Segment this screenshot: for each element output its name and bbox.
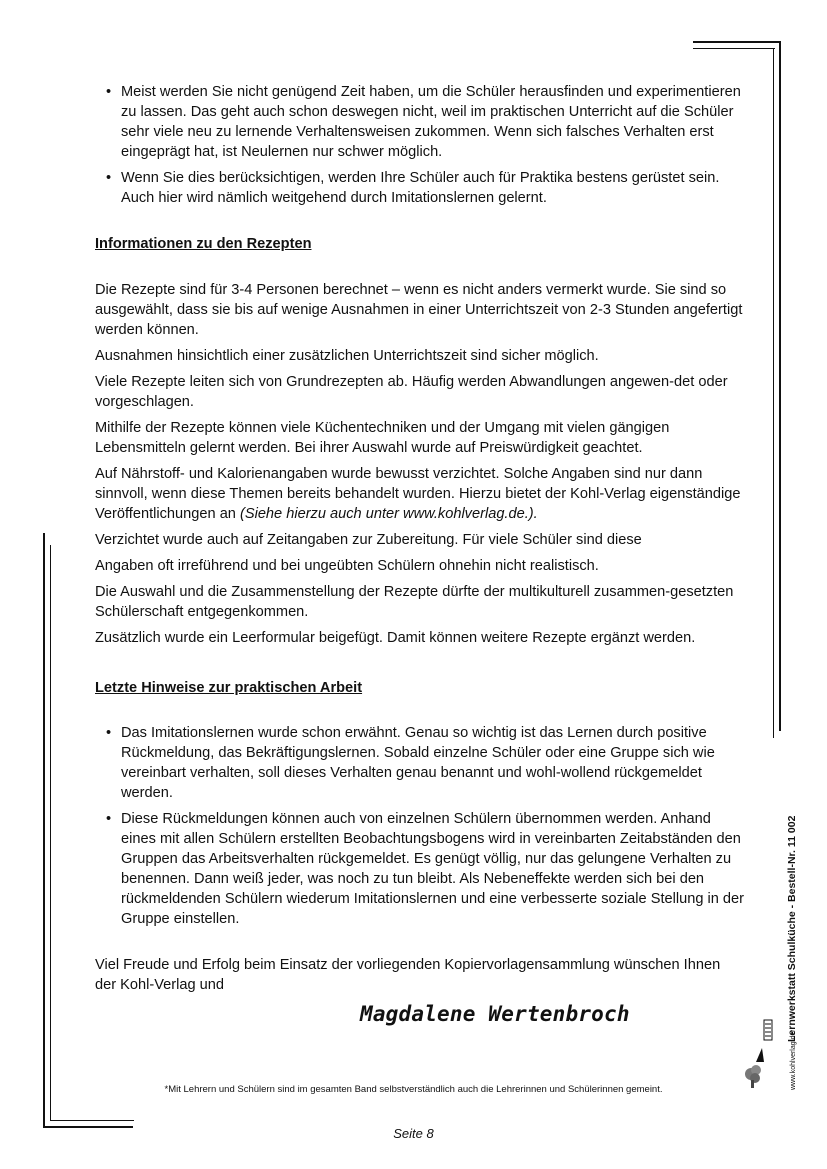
bullet-text: Das Imitationslernen wurde schon erwähnt. Genau so wichtig ist das Lernen durch positive Rückmeldung, das Bekräftigungslernen. Sobald einzelne Schüler oder eine Gruppe sich wie vereinbart verhalten, soll dieses Verhalten genau benannt und wohl-wollend rückgemeldet werden. (121, 725, 715, 801)
list-item (95, 723, 745, 803)
list-item (95, 809, 745, 929)
paragraph: Mithilfe der Rezepte können viele Küchentechniken und der Umgang mit vielen gängigen Lebensmitteln gelernt werden. Bei ihrer Auswahl wurde auf Preiswürdigkeit geachtet. (95, 420, 670, 456)
frame-left-line (43, 533, 45, 1128)
bullet-text: Diese Rückmeldungen können auch von einzelnen Schülern übernommen werden. Anhand eines mit allen Schülern erstellten Beobachtungsbogens wird in vereinbarten Zeitabständen den Gruppen das Arbeitsverhalten rückgemeldet. Es genügt völlig, nur das gelungene Verhalten zu benennen. Dann weiß jeder, was noch zu tun bleibt. Als Nebeneffekte werden sich bei den rückmeldenden Schülern wiederum Imitationslernen und eine verbesserte soziale Stellung in der Gruppe einstellen. (121, 811, 745, 927)
paragraph: Angaben oft irreführend und bei ungeübten Schülern ohnehin nicht realistisch. (95, 558, 599, 574)
frame-top-line (693, 41, 781, 43)
list-item (95, 82, 745, 162)
section-heading-rezepte: Informationen zu den Rezepten (95, 236, 312, 252)
bullet-text: Meist werden Sie nicht genügend Zeit haben, um die Schüler herausfinden und experimentieren zu lassen. Das geht auch schon deswegen nicht, weil im praktischen Unterricht auf die Schüler sehr viele neu zu lernende Verhaltensweisen zukommen. Wenn sich falsches Verhalten erst eingeprägt hat, ist Neulernen nur schwer möglich. (121, 84, 741, 160)
website-reference: (Siehe hierzu auch unter www.kohlverlag.de.). (239, 506, 538, 522)
footnote: *Mit Lehrern und Schülern sind im gesamten Band selbstverständlich auch die Lehrerinnen und Schülerinnen gemeint. (164, 1084, 663, 1095)
bullet-icon: • (106, 84, 112, 100)
page-number: Seite 8 (393, 1126, 434, 1141)
bullet-icon: • (106, 811, 112, 827)
side-order-number: Lernwerkstatt Schulküche - Bestell-Nr. 11 002 (786, 815, 798, 1042)
frame-right-line-inner (773, 48, 774, 738)
kohl-tree-logo-icon (742, 1018, 774, 1090)
list-item (95, 168, 745, 208)
section-heading-hinweise: Letzte Hinweise zur praktischen Arbeit (95, 680, 363, 696)
intro-bullet-list (95, 82, 745, 208)
bullet-text: Wenn Sie dies berücksichtigen, werden Ihre Schüler auch für Praktika bestens gerüstet sein. Auch hier wird nämlich weitgehend durch Imitationslernen gelernt. (121, 170, 720, 206)
frame-right-line (779, 41, 781, 731)
section-rezepte-body (95, 280, 745, 648)
page-content (95, 82, 745, 1001)
paragraph: Zusätzlich wurde ein Leerformular beigefügt. Damit können weitere Rezepte ergänzt werden. (95, 630, 696, 646)
paragraph: Die Rezepte sind für 3-4 Personen berechnet – wenn es nicht anders vermerkt wurde. Sie sind so ausgewählt, dass sie bis auf wenige Ausnahmen in einer Unterrichtszeit von 2-3 Stunden angefertigt werden können. (95, 282, 743, 338)
bullet-icon: • (106, 170, 112, 186)
hinweise-bullet-list (95, 723, 745, 929)
author-signature: Magdalene Wertenbroch (360, 1002, 630, 1026)
paragraph-text: Auf Nährstoff- und Kalorienangaben wurde bewusst verzichtet. Solche Angaben sind nur dann sinnvoll, wenn diese Themen bereits behandelt wurden. Hierzu bietet der Kohl-Verlag eigenständige Veröffentlichungen an (95, 466, 741, 522)
frame-left-line-inner (50, 545, 51, 1121)
bullet-icon: • (106, 725, 112, 741)
paragraph: Verzichtet wurde auch auf Zeitangaben zur Zubereitung. Für viele Schüler sind diese (95, 532, 642, 548)
frame-top-line-inner (693, 48, 775, 49)
paragraph: Die Auswahl und die Zusammenstellung der Rezepte dürfte der multikulturell zusammen-gesetzten Schülerschaft entgegenkommen. (95, 584, 734, 620)
paragraph-nutrition (95, 464, 745, 524)
paragraph: Ausnahmen hinsichtlich einer zusätzlichen Unterrichtszeit sind sicher möglich. (95, 348, 599, 364)
closing-text: Viel Freude und Erfolg beim Einsatz der vorliegenden Kopiervorlagensammlung wünschen Ihnen der Kohl-Verlag und (95, 957, 721, 993)
frame-bottom-line-inner (50, 1120, 134, 1121)
paragraph: Viele Rezepte leiten sich von Grundrezepten ab. Häufig werden Abwandlungen angewen-det oder vorgeschlagen. (95, 374, 728, 410)
side-url: www.kohlverlag.de (790, 1031, 797, 1090)
